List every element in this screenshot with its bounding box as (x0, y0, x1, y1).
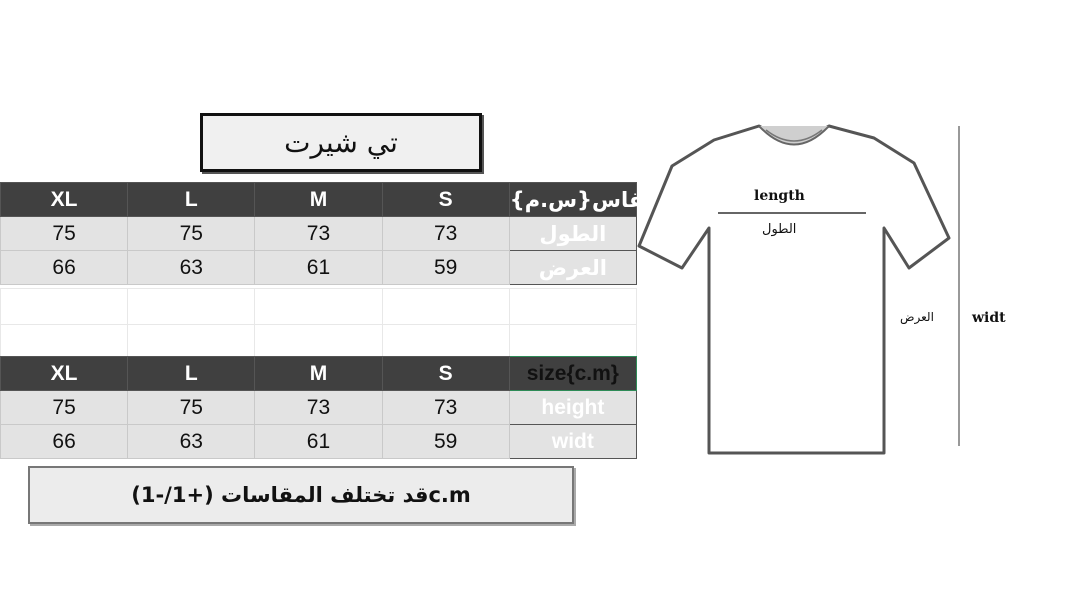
table-row (1, 217, 637, 251)
table-cell: 73 (382, 391, 509, 425)
table-row (1, 425, 637, 459)
table-cell: 73 (382, 217, 509, 251)
table-row (1, 251, 637, 285)
empty-grid-rows (0, 288, 637, 361)
page-title: تي شيرت (284, 126, 398, 159)
table-header-row (1, 183, 637, 217)
width-label-arabic: العرض (900, 310, 934, 324)
table-cell: 59 (382, 425, 509, 459)
table-cell: 73 (255, 391, 382, 425)
size-header-s: S (382, 357, 509, 391)
tolerance-note-text: قد تختلف المقاسات (+1/-1)c.m (131, 483, 471, 507)
header-label[interactable]: size{c.m} (509, 357, 636, 391)
size-header-xl: XL (1, 357, 128, 391)
table-cell: 75 (128, 391, 255, 425)
title-box (200, 113, 482, 172)
tolerance-note (28, 466, 574, 524)
row-label: الطول (509, 217, 636, 251)
table-cell: 59 (382, 251, 509, 285)
table-cell: 73 (255, 217, 382, 251)
size-header-s: S (382, 183, 509, 217)
length-label-arabic: الطول (762, 222, 797, 237)
table-cell: 75 (1, 217, 128, 251)
table-row (1, 391, 637, 425)
row-label: العرض (509, 251, 636, 285)
size-header-l: L (128, 183, 255, 217)
size-header-l: L (128, 357, 255, 391)
row-label: widt (509, 425, 636, 459)
width-measure-line (958, 126, 960, 446)
table-cell: 61 (255, 251, 382, 285)
table-cell: 63 (128, 425, 255, 459)
size-table-english (0, 356, 637, 459)
table-cell: 63 (128, 251, 255, 285)
size-header-m: M (255, 357, 382, 391)
size-table-arabic (0, 182, 657, 285)
width-label: widt (972, 310, 1006, 326)
header-label: مقاس{س.م} (509, 183, 636, 217)
table-cell: 61 (255, 425, 382, 459)
table-cell: 75 (128, 217, 255, 251)
table-cell: 66 (1, 425, 128, 459)
size-header-xl: XL (1, 183, 128, 217)
table-header-row (1, 357, 637, 391)
size-header-m: M (255, 183, 382, 217)
tshirt-diagram (634, 118, 954, 463)
tshirt-outline (639, 126, 949, 453)
row-label: height (509, 391, 636, 425)
table-cell: 75 (1, 391, 128, 425)
table-cell: 66 (1, 251, 128, 285)
length-label: length (754, 188, 805, 204)
